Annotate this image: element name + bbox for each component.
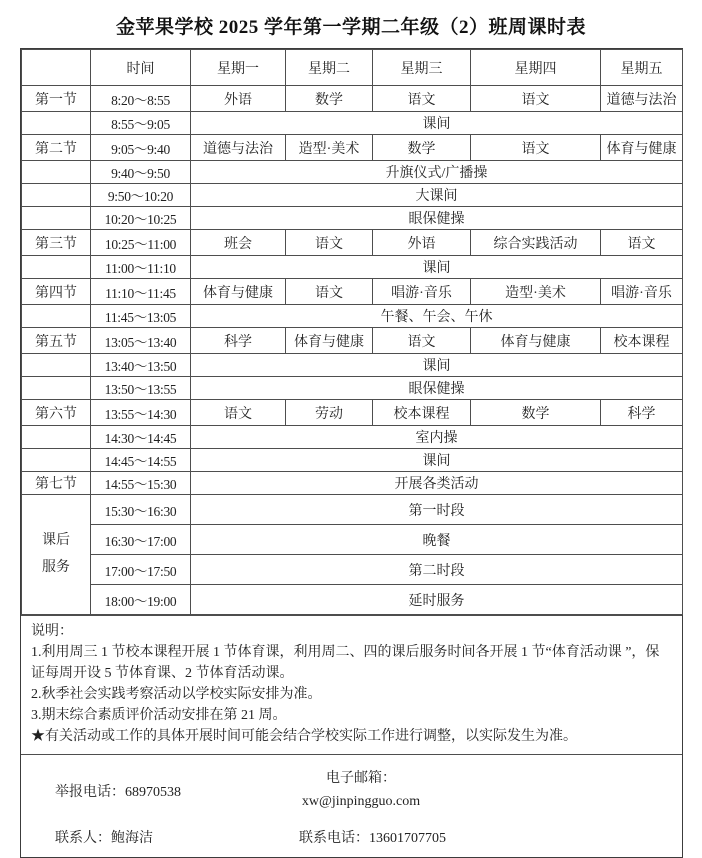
time-cell: 15:30～16:30 — [91, 495, 191, 525]
header-cell: 星期四 — [471, 50, 601, 86]
period-cell: 第六节 — [22, 400, 91, 426]
time-cell: 13:55～14:30 — [91, 400, 191, 426]
subject-cell: 语文 — [286, 230, 373, 256]
subject-cell: 科学 — [601, 400, 683, 426]
period-cell: 第五节 — [22, 328, 91, 354]
table-row — [22, 495, 683, 525]
subject-cell: 科学 — [191, 328, 286, 354]
schedule-table — [21, 49, 683, 615]
table-row — [22, 256, 683, 279]
report-phone-value: 68970538 — [125, 785, 181, 800]
subject-cell: 班会 — [191, 230, 286, 256]
period-cell — [22, 426, 91, 449]
time-cell: 9:05～9:40 — [91, 135, 191, 161]
contact-person — [55, 827, 153, 847]
table-row — [22, 279, 683, 305]
time-cell: 13:50～13:55 — [91, 377, 191, 400]
note-line: 2.秋季社会实践考察活动以学校实际安排为准。 — [31, 687, 322, 702]
table-row — [22, 86, 683, 112]
subject-cell: 综合实践活动 — [471, 230, 601, 256]
page-title: 金苹果学校 2025 学年第一学期二年级（2）班周课时表 — [115, 17, 586, 38]
email-value: xw@jinpingguo.com — [301, 794, 421, 809]
time-cell: 17:00～17:50 — [91, 555, 191, 585]
time-cell: 10:25～11:00 — [91, 230, 191, 256]
period-cell — [22, 449, 91, 472]
table-row — [22, 525, 683, 555]
header-row — [22, 50, 683, 86]
subject-cell: 体育与健康 — [471, 328, 601, 354]
time-cell: 14:30～14:45 — [91, 426, 191, 449]
activity-cell: 课间 — [191, 449, 683, 472]
subject-cell: 唱游·音乐 — [373, 279, 471, 305]
schedule-body — [22, 86, 683, 615]
note-line: 1.利用周三 1 节校本课程开展 1 节体育课，利用周二、四的课后服务时间各开展 1 节“体育活动课 ”，保证每周开设 5 节体育课、2 节体育活动课。 — [31, 645, 660, 681]
subject-cell: 造型·美术 — [471, 279, 601, 305]
subject-cell: 数学 — [373, 135, 471, 161]
report-phone-label: 举报电话： — [55, 785, 125, 800]
period-cell — [22, 377, 91, 400]
time-cell: 18:00～19:00 — [91, 585, 191, 615]
period-cell — [22, 256, 91, 279]
subject-cell: 语文 — [373, 86, 471, 112]
time-cell: 8:55～9:05 — [91, 112, 191, 135]
period-cell — [22, 161, 91, 184]
subject-cell: 数学 — [471, 400, 601, 426]
subject-cell: 校本课程 — [601, 328, 683, 354]
table-row — [22, 328, 683, 354]
activity-cell: 大课间 — [191, 184, 683, 207]
time-cell: 14:45～14:55 — [91, 449, 191, 472]
time-cell: 11:10～11:45 — [91, 279, 191, 305]
report-phone — [55, 781, 181, 801]
note-line: ★有关活动或工作的具体开展时间可能会结合学校实际工作进行调整，以实际发生为准。 — [31, 729, 577, 744]
activity-cell: 延时服务 — [191, 585, 683, 615]
table-row — [22, 112, 683, 135]
time-cell: 11:45～13:05 — [91, 305, 191, 328]
note-line: 3.期末综合素质评价活动安排在第 21 周。 — [31, 708, 287, 723]
period-cell: 第七节 — [22, 472, 91, 495]
header-cell: 星期二 — [286, 50, 373, 86]
table-row — [22, 305, 683, 328]
period-cell: 第三节 — [22, 230, 91, 256]
time-cell: 9:50～10:20 — [91, 184, 191, 207]
subject-cell: 体育与健康 — [601, 135, 683, 161]
time-cell: 8:20～8:55 — [91, 86, 191, 112]
subject-cell: 劳动 — [286, 400, 373, 426]
activity-cell: 开展各类活动 — [191, 472, 683, 495]
period-cell — [22, 184, 91, 207]
activity-cell: 眼保健操 — [191, 207, 683, 230]
table-row — [22, 184, 683, 207]
period-cell — [22, 305, 91, 328]
activity-cell: 室内操 — [191, 426, 683, 449]
subject-cell: 外语 — [191, 86, 286, 112]
table-row — [22, 555, 683, 585]
subject-cell: 语文 — [191, 400, 286, 426]
time-cell: 16:30～17:00 — [91, 525, 191, 555]
header-corner-cell — [22, 50, 91, 86]
email-block — [261, 767, 461, 813]
activity-cell: 晚餐 — [191, 525, 683, 555]
activity-cell: 午餐、午会、午休 — [191, 305, 683, 328]
table-row — [22, 472, 683, 495]
subject-cell: 数学 — [286, 86, 373, 112]
period-cell: 第二节 — [22, 135, 91, 161]
period-cell: 第四节 — [22, 279, 91, 305]
period-cell: 课后服务 — [22, 495, 91, 615]
contact-person-value: 鲍海洁 — [111, 831, 153, 846]
time-cell: 11:00～11:10 — [91, 256, 191, 279]
time-cell: 14:55～15:30 — [91, 472, 191, 495]
table-row — [22, 135, 683, 161]
time-cell: 9:40～9:50 — [91, 161, 191, 184]
notes-heading: 说明： — [31, 624, 73, 639]
table-row — [22, 426, 683, 449]
notes-section — [21, 615, 682, 754]
period-cell — [22, 112, 91, 135]
schedule-header — [22, 50, 683, 86]
subject-cell: 校本课程 — [373, 400, 471, 426]
table-row — [22, 230, 683, 256]
subject-cell: 外语 — [373, 230, 471, 256]
contact-person-label: 联系人： — [55, 831, 111, 846]
contact-phone-value: 13601707705 — [369, 831, 446, 846]
activity-cell: 眼保健操 — [191, 377, 683, 400]
email-label: 电子邮箱： — [326, 771, 396, 786]
subject-cell: 唱游·音乐 — [601, 279, 683, 305]
activity-cell: 第二时段 — [191, 555, 683, 585]
period-cell — [22, 207, 91, 230]
period-cell — [22, 354, 91, 377]
table-row — [22, 377, 683, 400]
contact-phone — [299, 827, 446, 847]
subject-cell: 语文 — [471, 86, 601, 112]
activity-cell: 升旗仪式/广播操 — [191, 161, 683, 184]
table-row — [22, 354, 683, 377]
table-row — [22, 449, 683, 472]
subject-cell: 造型·美术 — [286, 135, 373, 161]
header-cell: 星期三 — [373, 50, 471, 86]
subject-cell: 语文 — [373, 328, 471, 354]
subject-cell: 体育与健康 — [286, 328, 373, 354]
subject-cell: 道德与法治 — [601, 86, 683, 112]
subject-cell: 语文 — [601, 230, 683, 256]
activity-cell: 第一时段 — [191, 495, 683, 525]
activity-cell: 课间 — [191, 112, 683, 135]
time-cell: 13:05～13:40 — [91, 328, 191, 354]
table-row — [22, 161, 683, 184]
header-cell: 星期五 — [601, 50, 683, 86]
header-cell: 时间 — [91, 50, 191, 86]
table-row — [22, 585, 683, 615]
time-cell: 10:20～10:25 — [91, 207, 191, 230]
header-cell: 星期一 — [191, 50, 286, 86]
period-cell: 第一节 — [22, 86, 91, 112]
activity-cell: 课间 — [191, 354, 683, 377]
contact-phone-label: 联系电话： — [299, 831, 369, 846]
timetable-sheet — [20, 48, 683, 858]
table-row — [22, 400, 683, 426]
table-row — [22, 207, 683, 230]
subject-cell: 语文 — [471, 135, 601, 161]
subject-cell: 语文 — [286, 279, 373, 305]
subject-cell: 体育与健康 — [191, 279, 286, 305]
subject-cell: 道德与法治 — [191, 135, 286, 161]
activity-cell: 课间 — [191, 256, 683, 279]
time-cell: 13:40～13:50 — [91, 354, 191, 377]
